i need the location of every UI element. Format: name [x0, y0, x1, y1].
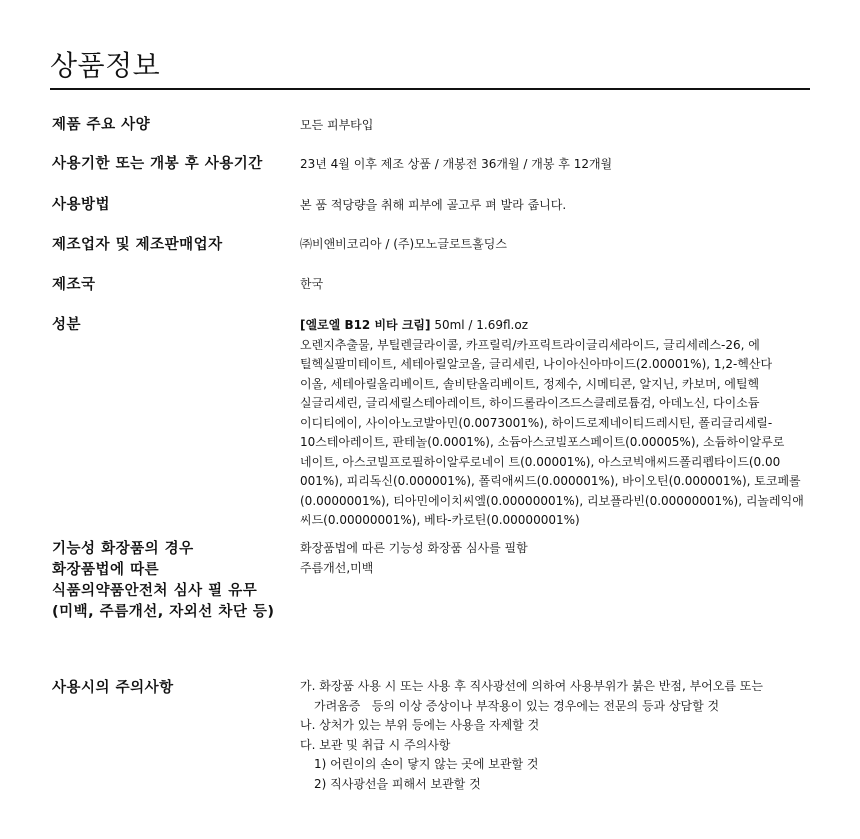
ingredients-line: (0.0000001%), 티아민에이치씨엘(0.00000001%), 리보플라빈(0.00000001%), 리놀레익애 [300, 493, 804, 508]
ingredients-value [300, 316, 815, 531]
functional-value-line: 화장품법에 따른 기능성 화장품 심사를 필함 [300, 541, 528, 555]
functional-label-line: (미백, 주름개선, 자외선 차단 등) [52, 604, 275, 620]
page-title: 상품정보 [50, 49, 161, 82]
caution-label: 사용시의 주의사항 [52, 680, 174, 696]
functional-value-line: 주름개선,미백 [300, 560, 374, 575]
ingredients-line: 001%), 피리독신(0.000001%), 폴릭애씨드(0.000001%), 바이오틴(0.000001%), 토코페롤 [300, 474, 801, 488]
functional-label-line: 화장품법에 따른 [52, 562, 160, 578]
maker-label: 제조업자 및 제조판매업자 [52, 237, 223, 253]
spec-label: 제품 주요 사양 [52, 117, 151, 133]
caution-value [300, 677, 815, 794]
title-divider [50, 88, 810, 90]
ingredients-line: 10스테아레이트, 판테놀(0.0001%), 소듐아스코빌포스페이트(0.00005%), 소듐하이알루로 [300, 435, 785, 449]
caution-line: 나. 상처가 있는 부위 등에는 사용을 자제할 것 [300, 718, 540, 732]
spec-value: 모든 피부타입 [300, 118, 374, 132]
country-label: 제조국 [52, 277, 96, 293]
ingredients-line: 네이트, 아스코빌프로필하이알루로네이 트(0.00001%), 아스코빅애씨드폴리펩타이드(0.00 [300, 454, 781, 469]
caution-line: 가려움증 등의 이상 증상이나 부작용이 있는 경우에는 전문의 등과 상담할 것 [314, 698, 720, 713]
usage-label: 사용방법 [52, 197, 111, 213]
caution-line: 2) 직사광선을 피해서 보관할 것 [314, 776, 481, 791]
ingredients-line: 씨드(0.00000001%), 베타-카로틴(0.00000001%) [300, 513, 580, 527]
usage-value: 본 품 적당량을 취해 피부에 골고루 펴 발라 줍니다. [300, 198, 567, 212]
functional-label-line: 기능성 화장품의 경우 [52, 541, 194, 557]
ingredients-label: 성분 [52, 317, 82, 333]
functional-label-line: 식품의약품안전처 심사 필 유무 [52, 583, 258, 599]
ingredients-line: 이올, 세테아릴올리베이트, 솔비탄올리베이트, 정제수, 시메티콘, 알지닌, 카보머, 에틸헥 [300, 376, 760, 391]
ingredients-line: 틸헥실팔미테이트, 세테아릴알코올, 글리세린, 나이아신아마이드(2.00001%), 1,2-헥산다 [300, 357, 773, 371]
expiry-label: 사용기한 또는 개봉 후 사용기간 [52, 156, 263, 172]
maker-value: ㈜비앤비코리아 / (주)모노글로트홀딩스 [300, 237, 507, 251]
functional-label [52, 539, 275, 623]
caution-line: 가. 화장품 사용 시 또는 사용 후 직사광선에 의하여 사용부위가 붉은 반점, 부어오름 또는 [300, 679, 763, 693]
ingredients-volume: 50ml / 1.69fl.oz [430, 318, 529, 332]
functional-value [300, 539, 815, 578]
country-value: 한국 [300, 277, 324, 291]
caution-line: 다. 보관 및 취급 시 주의사항 [300, 737, 451, 752]
ingredients-line: 이디티에이, 사이아노코발아민(0.0073001%), 하이드로제네이티드레시틴, 폴리글리세릴- [300, 415, 773, 430]
caution-line: 1) 어린이의 손이 닿지 않는 곳에 보관할 것 [314, 757, 539, 771]
ingredients-line: 실글리세린, 글리세릴스테아레이트, 하이드롤라이즈드스클레로튬검, 아데노신, 다이소듐 [300, 396, 760, 410]
ingredients-line: 오렌지추출물, 부틸렌글라이콜, 카프릴릭/카프릭트라이글리세라이드, 글리세레스-26, 에 [300, 337, 760, 352]
ingredients-product-name: [엘로엘 B12 비타 크림] [300, 318, 431, 332]
expiry-value: 23년 4월 이후 제조 상품 / 개봉전 36개월 / 개봉 후 12개월 [300, 157, 613, 171]
